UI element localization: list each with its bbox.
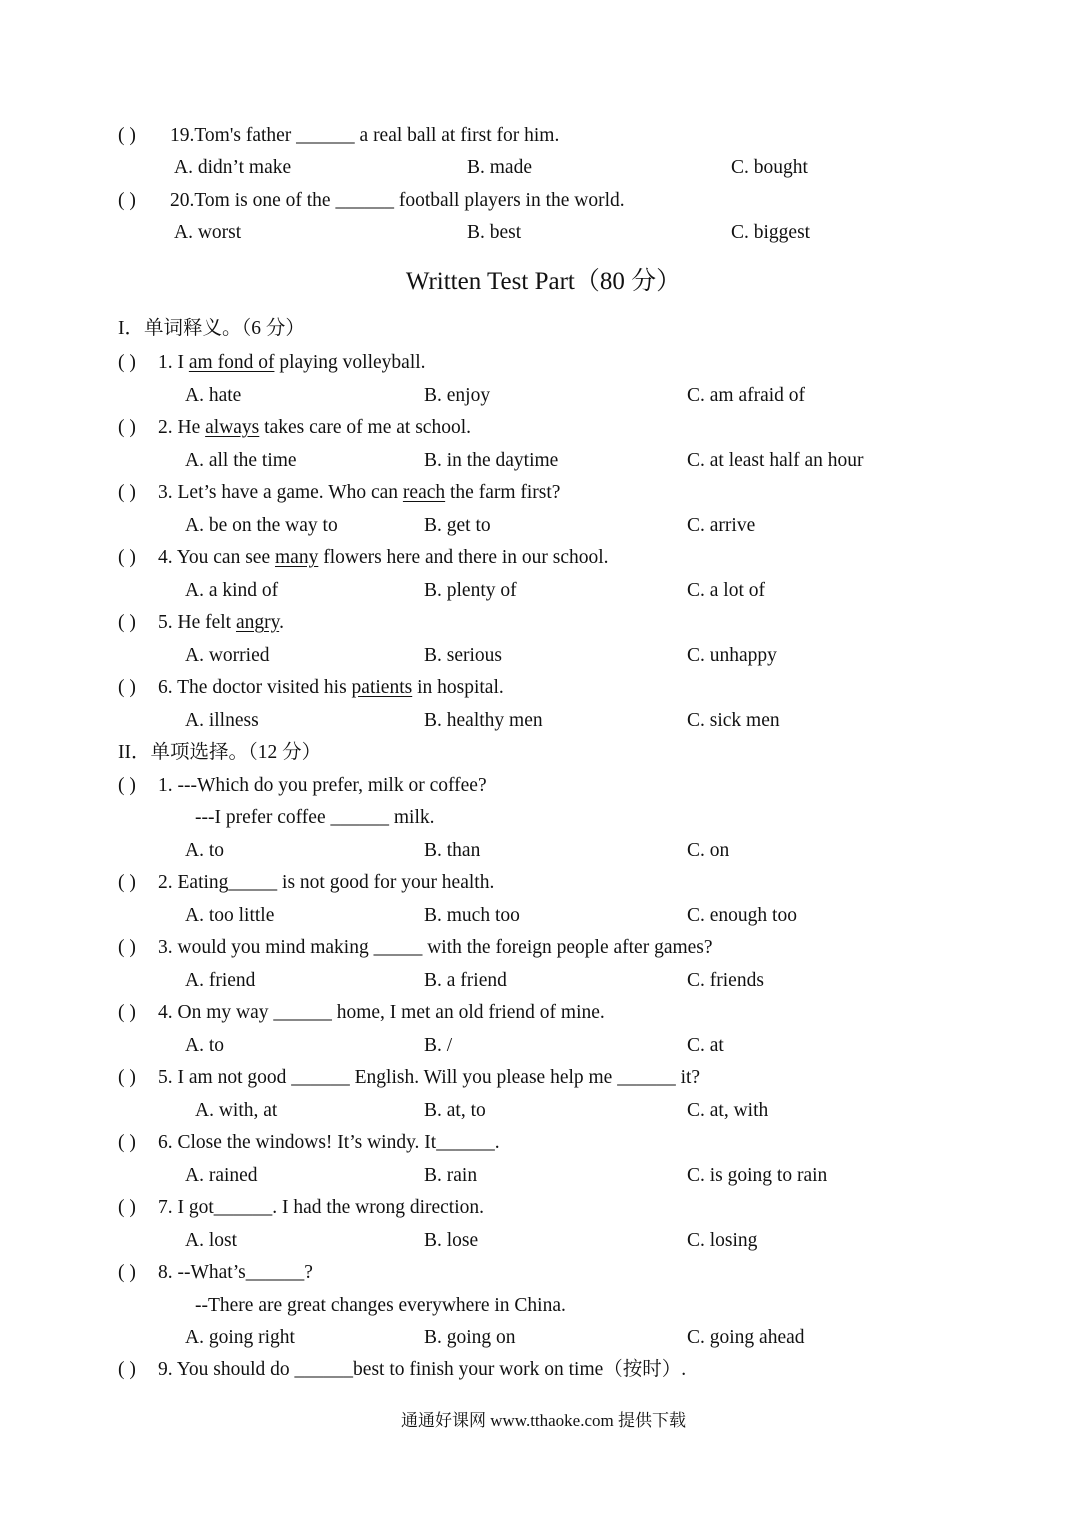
option-a[interactable]: A. going right xyxy=(185,1327,295,1348)
answer-paren[interactable]: ( ) xyxy=(118,352,136,373)
option-a[interactable]: A. worried xyxy=(185,645,270,666)
question-text: 20.Tom is one of the ______ football players in the world. xyxy=(170,190,625,211)
answer-paren[interactable]: ( ) xyxy=(118,677,136,698)
option-c[interactable]: C. a lot of xyxy=(687,580,765,601)
option-b[interactable]: B. a friend xyxy=(424,970,507,991)
option-a[interactable]: A. hate xyxy=(185,385,242,406)
answer-paren[interactable]: ( ) xyxy=(118,1132,136,1153)
answer-paren[interactable]: ( ) xyxy=(118,1067,136,1088)
q-post: flowers here and there in our school. xyxy=(318,547,609,568)
option-a[interactable]: A. all the time xyxy=(185,450,297,471)
question-text: ---I prefer coffee ______ milk. xyxy=(195,807,435,828)
option-b[interactable]: B. get to xyxy=(424,515,491,536)
answer-paren[interactable]: ( ) xyxy=(118,190,136,211)
question-text: 2. Eating_____ is not good for your health. xyxy=(158,872,495,893)
underlined-phrase: reach xyxy=(402,482,446,503)
option-b[interactable]: B. enjoy xyxy=(424,385,491,406)
q-post: takes care of me at school. xyxy=(259,417,471,438)
q-post: playing volleyball. xyxy=(274,352,426,373)
answer-paren[interactable]: ( ) xyxy=(118,125,136,146)
answer-paren[interactable]: ( ) xyxy=(118,1002,136,1023)
option-c[interactable]: C. biggest xyxy=(731,222,811,243)
option-a[interactable]: A. too little xyxy=(185,905,275,926)
q-pre: 6. The doctor visited his xyxy=(158,677,352,698)
answer-paren[interactable]: ( ) xyxy=(118,937,136,958)
underlined-phrase: angry xyxy=(235,612,280,633)
underlined-phrase: many xyxy=(275,547,319,568)
q-pre: 4. You can see xyxy=(158,547,275,568)
section-title: Written Test Part（80 分） xyxy=(405,268,682,295)
question-text: 4. On my way ______ home, I met an old friend of mine. xyxy=(158,1002,605,1023)
page-footer: 通通好课网 www.tthaoke.com 提供下载 xyxy=(400,1411,687,1430)
option-b[interactable]: B. serious xyxy=(424,645,502,666)
answer-paren[interactable]: ( ) xyxy=(118,775,136,796)
option-c[interactable]: C. enough too xyxy=(687,905,797,926)
option-b[interactable]: B. at, to xyxy=(424,1100,486,1121)
question-text: 5. I am not good ______ English. Will you please help me ______ it? xyxy=(158,1067,701,1088)
option-c[interactable]: C. unhappy xyxy=(687,645,777,666)
q-pre: 5. He felt xyxy=(158,612,236,633)
option-a[interactable]: A. worst xyxy=(174,222,242,243)
option-b[interactable]: B. in the daytime xyxy=(424,450,559,471)
option-a[interactable]: A. with, at xyxy=(195,1100,278,1121)
answer-paren[interactable]: ( ) xyxy=(118,1359,136,1380)
option-c[interactable]: C. am afraid of xyxy=(687,385,806,406)
question-text: 3. would you mind making _____ with the foreign people after games? xyxy=(158,937,713,958)
q-post: in hospital. xyxy=(412,677,504,698)
option-c[interactable]: C. losing xyxy=(687,1230,758,1251)
option-c[interactable]: C. at xyxy=(687,1035,724,1056)
option-b[interactable]: B. going on xyxy=(424,1327,516,1348)
question-text: 7. I got______. I had the wrong direction. xyxy=(158,1197,485,1218)
option-b[interactable]: B. than xyxy=(424,840,481,861)
option-a[interactable]: A. a kind of xyxy=(185,580,279,601)
underlined-phrase: always xyxy=(205,417,260,438)
answer-paren[interactable]: ( ) xyxy=(118,872,136,893)
question-text: --There are great changes everywhere in China. xyxy=(195,1295,566,1316)
option-b[interactable]: B. much too xyxy=(424,905,520,926)
option-c[interactable]: C. at least half an hour xyxy=(687,450,864,471)
option-c[interactable]: C. on xyxy=(687,840,730,861)
question-text: 19.Tom's father ______ a real ball at first for him. xyxy=(170,125,560,146)
q-post: the farm first? xyxy=(445,482,561,503)
question-text: 8. --What’s______? xyxy=(158,1262,313,1283)
option-a[interactable]: A. rained xyxy=(185,1165,258,1186)
option-b[interactable]: B. rain xyxy=(424,1165,478,1186)
option-a[interactable]: A. friend xyxy=(185,970,256,991)
option-c[interactable]: C. is going to rain xyxy=(687,1165,828,1186)
answer-paren[interactable]: ( ) xyxy=(118,547,136,568)
question-text: 9. You should do ______best to finish your work on time（按时）. xyxy=(158,1359,687,1380)
answer-paren[interactable]: ( ) xyxy=(118,1197,136,1218)
option-b[interactable]: B. lose xyxy=(424,1230,479,1251)
option-c[interactable]: C. bought xyxy=(731,157,808,178)
underlined-phrase: patients xyxy=(351,677,413,698)
underlined-phrase: am fond of xyxy=(188,352,275,373)
q-pre: 2. He xyxy=(158,417,206,438)
answer-paren[interactable]: ( ) xyxy=(118,1262,136,1283)
option-b[interactable]: B. healthy men xyxy=(424,710,543,731)
q-post: . xyxy=(279,612,284,633)
option-c[interactable]: C. friends xyxy=(687,970,764,991)
option-c[interactable]: C. going ahead xyxy=(687,1327,805,1348)
option-a[interactable]: A. to xyxy=(185,1035,224,1056)
question-text: 6. Close the windows! It’s windy. It______. xyxy=(158,1132,500,1153)
option-a[interactable]: A. to xyxy=(185,840,224,861)
option-c[interactable]: C. at, with xyxy=(687,1100,769,1121)
option-a[interactable]: A. illness xyxy=(185,710,259,731)
option-c[interactable]: C. sick men xyxy=(687,710,780,731)
answer-paren[interactable]: ( ) xyxy=(118,482,136,503)
q-pre: 3. Let’s have a game. Who can xyxy=(158,482,403,503)
answer-paren[interactable]: ( ) xyxy=(118,417,136,438)
answer-paren[interactable]: ( ) xyxy=(118,612,136,633)
q-pre: 1. I xyxy=(158,352,189,373)
option-b[interactable]: B. best xyxy=(467,222,522,243)
heading-text: I．单词释义。（6 分） xyxy=(118,318,305,339)
option-b[interactable]: B. made xyxy=(467,157,532,178)
question-text: 1. ---Which do you prefer, milk or coffee? xyxy=(158,775,487,796)
option-b[interactable]: B. plenty of xyxy=(424,580,517,601)
heading-text: II．单项选择。（12 分） xyxy=(118,742,322,763)
option-a[interactable]: A. didn’t make xyxy=(174,157,292,178)
option-b[interactable]: B. / xyxy=(424,1035,453,1056)
option-a[interactable]: A. lost xyxy=(185,1230,238,1251)
option-a[interactable]: A. be on the way to xyxy=(185,515,338,536)
option-c[interactable]: C. arrive xyxy=(687,515,756,536)
